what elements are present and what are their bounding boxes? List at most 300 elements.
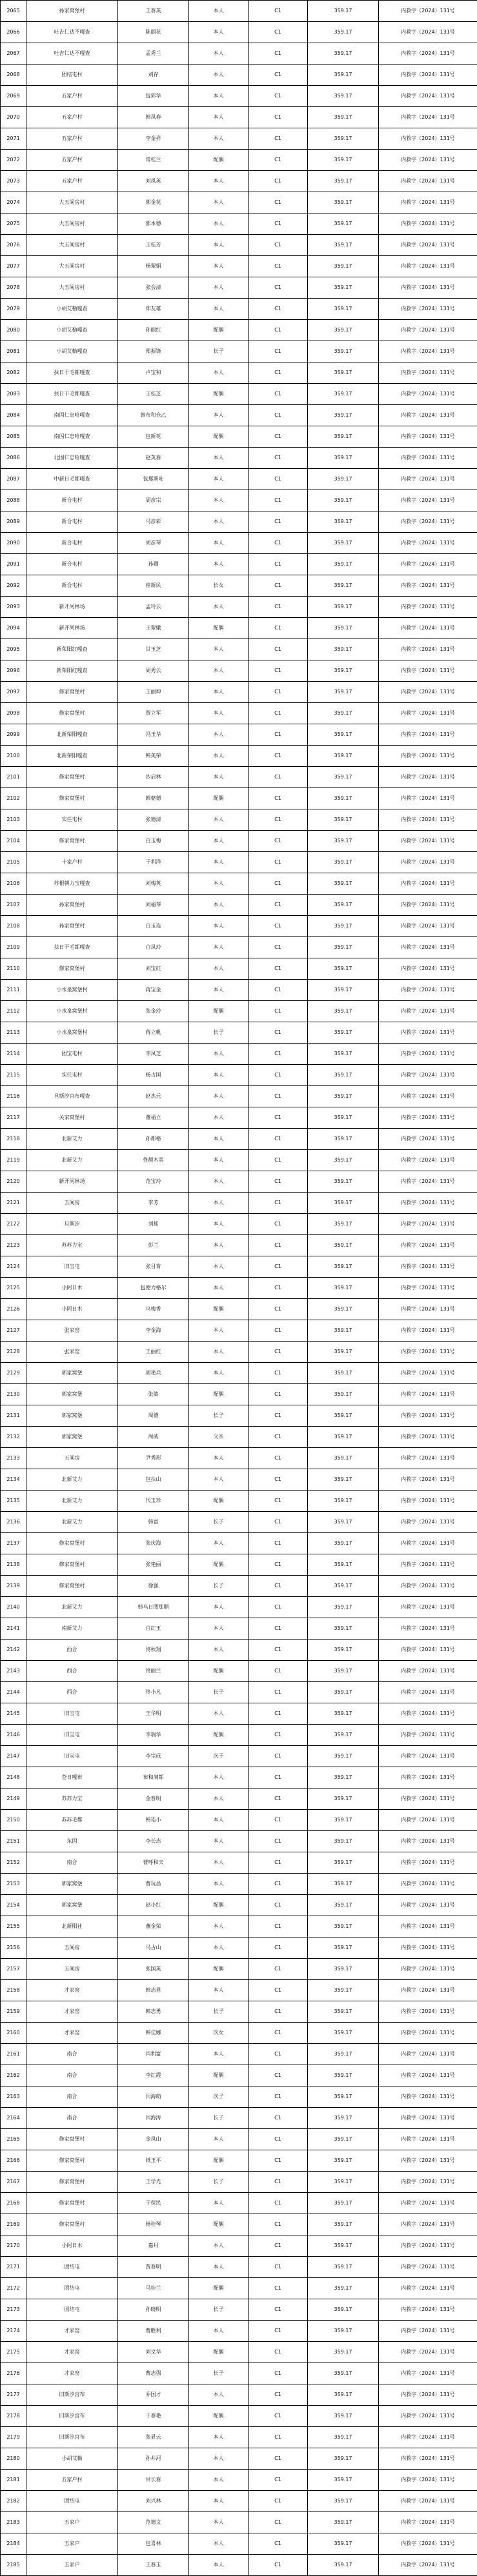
document-number-cell: 内救字（2024）131号 — [379, 1597, 477, 1618]
village-cell: 郭家窝堡 — [26, 1427, 118, 1448]
relation-cell: 配偶 — [189, 1554, 249, 1576]
category-cell: C1 — [249, 958, 308, 980]
row-number-cell: 2109 — [1, 937, 26, 958]
document-number-cell: 内救字（2024）131号 — [379, 384, 477, 405]
village-cell: 西合 — [26, 1640, 118, 1661]
document-number-cell: 内救字（2024）131号 — [379, 2129, 477, 2150]
relation-cell: 本人 — [189, 597, 249, 618]
amount-cell: 359.17 — [308, 150, 379, 171]
person-name-cell: 白玉梅 — [118, 831, 189, 852]
person-name-cell: 纸玉平 — [118, 2150, 189, 2172]
document-number-cell: 内救字（2024）131号 — [379, 1682, 477, 1703]
category-cell: C1 — [249, 724, 308, 746]
document-number-cell: 内救字（2024）131号 — [379, 1980, 477, 2001]
person-name-cell: 李红霞 — [118, 2065, 189, 2086]
document-number-cell: 内救字（2024）131号 — [379, 1363, 477, 1384]
amount-cell: 359.17 — [308, 448, 379, 469]
category-cell: C1 — [249, 1022, 308, 1044]
relation-cell: 长子 — [189, 2108, 249, 2129]
row-number-cell: 2185 — [1, 2555, 26, 2576]
amount-cell: 359.17 — [308, 128, 379, 150]
amount-cell: 359.17 — [308, 1618, 379, 1640]
document-number-cell: 内救字（2024）131号 — [379, 490, 477, 511]
village-cell: 苍日嘎布 — [26, 1767, 118, 1788]
document-number-cell: 内救字（2024）131号 — [379, 1214, 477, 1235]
roster-table-body — [1, 1, 477, 2576]
document-number-cell: 内救字（2024）131号 — [379, 1533, 477, 1554]
relation-cell: 本人 — [189, 235, 249, 256]
document-number-cell: 内救字（2024）131号 — [379, 2065, 477, 2086]
person-name-cell: 孟玲云 — [118, 597, 189, 618]
amount-cell: 359.17 — [308, 511, 379, 533]
category-cell: C1 — [249, 405, 308, 426]
table-row — [1, 703, 477, 724]
relation-cell: 本人 — [189, 1980, 249, 2001]
relation-cell: 本人 — [189, 1086, 249, 1107]
relation-cell: 本人 — [189, 554, 249, 575]
person-name-cell: 曹胜利 — [118, 2321, 189, 2342]
row-number-cell: 2162 — [1, 2065, 26, 2086]
document-number-cell: 内救字（2024）131号 — [379, 916, 477, 937]
table-row — [1, 2448, 477, 2470]
village-cell: 五间房 — [26, 1448, 118, 1469]
relation-cell: 本人 — [189, 2491, 249, 2512]
village-cell: 团宝屯村 — [26, 1044, 118, 1065]
row-number-cell: 2100 — [1, 746, 26, 767]
category-cell: C1 — [249, 2533, 308, 2555]
relation-cell: 本人 — [189, 511, 249, 533]
amount-cell: 359.17 — [308, 2278, 379, 2299]
category-cell: C1 — [249, 107, 308, 128]
person-name-cell: 孙晓明 — [118, 2299, 189, 2321]
table-row — [1, 341, 477, 362]
category-cell: C1 — [249, 1661, 308, 1682]
relation-cell: 本人 — [189, 2470, 249, 2491]
amount-cell: 359.17 — [308, 788, 379, 809]
row-number-cell: 2075 — [1, 213, 26, 235]
category-cell: C1 — [249, 895, 308, 916]
category-cell: C1 — [249, 2448, 308, 2470]
relation-cell: 配偶 — [189, 2406, 249, 2427]
category-cell: C1 — [249, 682, 308, 703]
document-number-cell: 内救字（2024）131号 — [379, 1235, 477, 1256]
document-number-cell: 内救字（2024）131号 — [379, 2342, 477, 2363]
document-number-cell: 内救字（2024）131号 — [379, 831, 477, 852]
category-cell: C1 — [249, 2512, 308, 2533]
relation-cell: 长子 — [189, 2299, 249, 2321]
amount-cell: 359.17 — [308, 809, 379, 831]
person-name-cell: 孙丽红 — [118, 320, 189, 341]
table-row — [1, 86, 477, 107]
document-number-cell: 内救字（2024）131号 — [379, 1746, 477, 1767]
row-number-cell: 2156 — [1, 1937, 26, 1959]
row-number-cell: 2175 — [1, 2342, 26, 2363]
table-row — [1, 1831, 477, 1852]
table-row — [1, 2086, 477, 2108]
amount-cell: 359.17 — [308, 916, 379, 937]
document-number-cell: 内救字（2024）131号 — [379, 1852, 477, 1874]
table-row — [1, 192, 477, 213]
village-cell: 团结屯 — [26, 2278, 118, 2299]
amount-cell: 359.17 — [308, 1278, 379, 1299]
category-cell: C1 — [249, 639, 308, 660]
village-cell: 团结屯 — [26, 2257, 118, 2278]
category-cell: C1 — [249, 1597, 308, 1618]
village-cell: 新合屯村 — [26, 554, 118, 575]
amount-cell: 359.17 — [308, 2086, 379, 2108]
category-cell: C1 — [249, 2555, 308, 2576]
row-number-cell: 2068 — [1, 64, 26, 86]
document-number-cell: 内救字（2024）131号 — [379, 511, 477, 533]
village-cell: 旦斯汐 — [26, 1214, 118, 1235]
row-number-cell: 2074 — [1, 192, 26, 213]
village-cell: 五家户村 — [26, 86, 118, 107]
person-name-cell: 王华明 — [118, 1703, 189, 1725]
village-cell: 孙家窝堡村 — [26, 916, 118, 937]
amount-cell: 359.17 — [308, 1576, 379, 1597]
amount-cell: 359.17 — [308, 554, 379, 575]
document-number-cell: 内救字（2024）131号 — [379, 1661, 477, 1682]
amount-cell: 359.17 — [308, 1831, 379, 1852]
relation-cell: 本人 — [189, 660, 249, 682]
amount-cell: 359.17 — [308, 2363, 379, 2384]
amount-cell: 359.17 — [308, 1405, 379, 1427]
relation-cell: 长子 — [189, 2172, 249, 2193]
person-name-cell: 李宗成 — [118, 1746, 189, 1767]
person-name-cell: 彭兰 — [118, 1235, 189, 1256]
row-number-cell: 2088 — [1, 490, 26, 511]
table-row — [1, 724, 477, 746]
amount-cell: 359.17 — [308, 2044, 379, 2065]
relation-cell: 本人 — [189, 277, 249, 299]
person-name-cell: 佟额木其 — [118, 1150, 189, 1171]
document-number-cell: 内救字（2024）131号 — [379, 1512, 477, 1533]
table-row — [1, 1405, 477, 1427]
village-cell: 旧宝屯 — [26, 1256, 118, 1278]
document-number-cell: 内救字（2024）131号 — [379, 235, 477, 256]
table-row — [1, 2129, 477, 2150]
village-cell: 大五间房村 — [26, 277, 118, 299]
person-name-cell: 闫海萌 — [118, 2086, 189, 2108]
amount-cell: 359.17 — [308, 1874, 379, 1895]
document-number-cell: 内救字（2024）131号 — [379, 1810, 477, 1831]
person-name-cell: 孙都格 — [118, 1129, 189, 1150]
relation-cell: 本人 — [189, 1831, 249, 1852]
relation-cell: 本人 — [189, 1256, 249, 1278]
amount-cell: 359.17 — [308, 107, 379, 128]
row-number-cell: 2099 — [1, 724, 26, 746]
row-number-cell: 2141 — [1, 1618, 26, 1640]
person-name-cell: 马桂兰 — [118, 2278, 189, 2299]
table-row — [1, 682, 477, 703]
amount-cell: 359.17 — [308, 341, 379, 362]
row-number-cell: 2076 — [1, 235, 26, 256]
document-number-cell: 内救字（2024）131号 — [379, 1384, 477, 1405]
village-cell: 修家窝堡村 — [26, 2129, 118, 2150]
person-name-cell: 杨桂琴 — [118, 2214, 189, 2235]
row-number-cell: 2129 — [1, 1363, 26, 1384]
amount-cell: 359.17 — [308, 1703, 379, 1725]
person-name-cell: 赵杰元 — [118, 1086, 189, 1107]
village-cell: 五家户村 — [26, 107, 118, 128]
category-cell: C1 — [249, 2491, 308, 2512]
category-cell: C1 — [249, 852, 308, 873]
row-number-cell: 2135 — [1, 1491, 26, 1512]
category-cell: C1 — [249, 1533, 308, 1554]
person-name-cell: 李瑞华 — [118, 1725, 189, 1746]
village-cell: 小阿日木 — [26, 2235, 118, 2257]
row-number-cell: 2105 — [1, 852, 26, 873]
amount-cell: 359.17 — [308, 1810, 379, 1831]
village-cell: 郭家窝堡 — [26, 1874, 118, 1895]
relation-cell: 本人 — [189, 1874, 249, 1895]
row-number-cell: 2152 — [1, 1852, 26, 1874]
amount-cell: 359.17 — [308, 1342, 379, 1363]
category-cell: C1 — [249, 2363, 308, 2384]
table-row — [1, 873, 477, 895]
category-cell: C1 — [249, 277, 308, 299]
table-row — [1, 2533, 477, 2555]
category-cell: C1 — [249, 341, 308, 362]
row-number-cell: 2181 — [1, 2470, 26, 2491]
document-number-cell: 内救字（2024）131号 — [379, 1129, 477, 1150]
category-cell: C1 — [249, 1767, 308, 1788]
amount-cell: 359.17 — [308, 895, 379, 916]
category-cell: C1 — [249, 916, 308, 937]
amount-cell: 359.17 — [308, 852, 379, 873]
table-row — [1, 2363, 477, 2384]
document-number-cell: 内救字（2024）131号 — [379, 2257, 477, 2278]
village-cell: 北新阳社 — [26, 1916, 118, 1937]
category-cell: C1 — [249, 384, 308, 405]
amount-cell: 359.17 — [308, 958, 379, 980]
village-cell: 西合 — [26, 1661, 118, 1682]
village-cell: 旧斯汐宫布 — [26, 2427, 118, 2448]
document-number-cell: 内救字（2024）131号 — [379, 597, 477, 618]
relation-cell: 长子 — [189, 1576, 249, 1597]
row-number-cell: 2117 — [1, 1107, 26, 1129]
row-number-cell: 2096 — [1, 660, 26, 682]
category-cell: C1 — [249, 2299, 308, 2321]
category-cell: C1 — [249, 1065, 308, 1086]
amount-cell: 359.17 — [308, 1512, 379, 1533]
row-number-cell: 2083 — [1, 384, 26, 405]
person-name-cell: 白红玉 — [118, 1618, 189, 1640]
relation-cell: 本人 — [189, 1107, 249, 1129]
person-name-cell: 包那斯吐 — [118, 469, 189, 490]
table-row — [1, 980, 477, 1001]
amount-cell: 359.17 — [308, 43, 379, 64]
relation-cell: 本人 — [189, 1278, 249, 1299]
village-cell: 修家窝堡村 — [26, 2214, 118, 2235]
village-cell: 修家窝堡村 — [26, 788, 118, 809]
document-number-cell: 内救字（2024）131号 — [379, 1427, 477, 1448]
document-number-cell: 内救字（2024）131号 — [379, 2086, 477, 2108]
amount-cell: 359.17 — [308, 2321, 379, 2342]
row-number-cell: 2132 — [1, 1427, 26, 1448]
amount-cell: 359.17 — [308, 2193, 379, 2214]
table-row — [1, 2491, 477, 2512]
relation-cell: 次子 — [189, 1746, 249, 1767]
person-name-cell: 崔新民 — [118, 575, 189, 597]
amount-cell: 359.17 — [308, 1086, 379, 1107]
village-cell: 南新艾力 — [26, 1618, 118, 1640]
document-number-cell: 内救字（2024）131号 — [379, 2555, 477, 2576]
row-number-cell: 2137 — [1, 1533, 26, 1554]
person-name-cell: 曹玩昌 — [118, 1874, 189, 1895]
relation-cell: 长女 — [189, 575, 249, 597]
row-number-cell: 2122 — [1, 1214, 26, 1235]
person-name-cell: 刘抓 — [118, 1214, 189, 1235]
table-row — [1, 1554, 477, 1576]
row-number-cell: 2173 — [1, 2299, 26, 2321]
amount-cell: 359.17 — [308, 490, 379, 511]
table-row — [1, 1193, 477, 1214]
table-row — [1, 2406, 477, 2427]
table-row — [1, 1, 477, 22]
amount-cell: 359.17 — [308, 660, 379, 682]
relation-cell: 配偶 — [189, 384, 249, 405]
village-cell: 郭家窝堡 — [26, 1363, 118, 1384]
row-number-cell: 2127 — [1, 1320, 26, 1342]
amount-cell: 359.17 — [308, 1384, 379, 1405]
category-cell: C1 — [249, 1299, 308, 1320]
table-row — [1, 1363, 477, 1384]
relation-cell: 配偶 — [189, 1491, 249, 1512]
relation-cell: 次女 — [189, 2023, 249, 2044]
person-name-cell: 韩富 — [118, 1512, 189, 1533]
relation-cell: 长子 — [189, 1022, 249, 1044]
village-cell: 才家窑 — [26, 1980, 118, 2001]
relation-cell: 本人 — [189, 213, 249, 235]
row-number-cell: 2097 — [1, 682, 26, 703]
amount-cell: 359.17 — [308, 2129, 379, 2150]
row-number-cell: 2090 — [1, 533, 26, 554]
category-cell: C1 — [249, 1001, 308, 1022]
document-number-cell: 内救字（2024）131号 — [379, 809, 477, 831]
person-name-cell: 郑振锋 — [118, 341, 189, 362]
category-cell: C1 — [249, 597, 308, 618]
person-name-cell: 于利洋 — [118, 852, 189, 873]
person-name-cell: 于春艳 — [118, 2406, 189, 2427]
table-row — [1, 171, 477, 192]
relation-cell: 本人 — [189, 1533, 249, 1554]
table-row — [1, 1640, 477, 1661]
village-cell: 小胡艾勒嘎查 — [26, 299, 118, 320]
amount-cell: 359.17 — [308, 1597, 379, 1618]
relation-cell: 本人 — [189, 1235, 249, 1256]
category-cell: C1 — [249, 2172, 308, 2193]
document-number-cell: 内救字（2024）131号 — [379, 277, 477, 299]
village-cell: 旧宝屯 — [26, 1725, 118, 1746]
category-cell: C1 — [249, 2193, 308, 2214]
amount-cell: 359.17 — [308, 2342, 379, 2363]
relation-cell: 配偶 — [189, 618, 249, 639]
row-number-cell: 2095 — [1, 639, 26, 660]
village-cell: 旧斯汐宫布 — [26, 2406, 118, 2427]
document-number-cell: 内救字（2024）131号 — [379, 1959, 477, 1980]
category-cell: C1 — [249, 533, 308, 554]
person-name-cell: 李芳 — [118, 1193, 189, 1214]
row-number-cell: 2155 — [1, 1916, 26, 1937]
village-cell: 五家户村 — [26, 150, 118, 171]
village-cell: 实任屯村 — [26, 1065, 118, 1086]
table-row — [1, 1810, 477, 1831]
document-number-cell: 内救字（2024）131号 — [379, 1576, 477, 1597]
relation-cell: 本人 — [189, 724, 249, 746]
document-number-cell: 内救字（2024）131号 — [379, 2363, 477, 2384]
relation-cell: 本人 — [189, 86, 249, 107]
person-name-cell: 杨占国 — [118, 1065, 189, 1086]
village-cell: 才家窑 — [26, 2342, 118, 2363]
amount-cell: 359.17 — [308, 2384, 379, 2406]
table-row — [1, 2172, 477, 2193]
row-number-cell: 2118 — [1, 1129, 26, 1150]
person-name-cell: 白玉连 — [118, 916, 189, 937]
document-number-cell: 内救字（2024）131号 — [379, 2299, 477, 2321]
document-number-cell: 内救字（2024）131号 — [379, 1895, 477, 1916]
document-number-cell: 内救字（2024）131号 — [379, 171, 477, 192]
person-name-cell: 赵英春 — [118, 448, 189, 469]
relation-cell: 本人 — [189, 2129, 249, 2150]
village-cell: 苏苏力宝 — [26, 1235, 118, 1256]
amount-cell: 359.17 — [308, 1256, 379, 1278]
person-name-cell: 蒋宝金 — [118, 980, 189, 1001]
village-cell: 大五间房村 — [26, 235, 118, 256]
amount-cell: 359.17 — [308, 277, 379, 299]
table-row — [1, 746, 477, 767]
category-cell: C1 — [249, 937, 308, 958]
category-cell: C1 — [249, 1554, 308, 1576]
relation-cell: 本人 — [189, 639, 249, 660]
village-cell: 小阿日木 — [26, 1278, 118, 1299]
amount-cell: 359.17 — [308, 873, 379, 895]
document-number-cell: 内救字（2024）131号 — [379, 788, 477, 809]
person-name-cell: 韩志勇 — [118, 2001, 189, 2023]
row-number-cell: 2126 — [1, 1299, 26, 1320]
village-cell: 孙家窝堡村 — [26, 1, 118, 22]
person-name-cell: 马占山 — [118, 1937, 189, 1959]
row-number-cell: 2082 — [1, 362, 26, 384]
relation-cell: 本人 — [189, 192, 249, 213]
amount-cell: 359.17 — [308, 2108, 379, 2129]
village-cell: 小胡艾勒 — [26, 2448, 118, 2470]
document-number-cell: 内救字（2024）131号 — [379, 341, 477, 362]
relation-cell: 配偶 — [189, 2150, 249, 2172]
person-name-cell: 韩佳娜 — [118, 2023, 189, 2044]
amount-cell: 359.17 — [308, 1001, 379, 1022]
category-cell: C1 — [249, 980, 308, 1001]
table-row — [1, 426, 477, 448]
person-name-cell: 包新花 — [118, 426, 189, 448]
category-cell: C1 — [249, 1150, 308, 1171]
person-name-cell: 刘福琴 — [118, 895, 189, 916]
amount-cell: 359.17 — [308, 2065, 379, 2086]
document-number-cell: 内救字（2024）131号 — [379, 1299, 477, 1320]
amount-cell: 359.17 — [308, 980, 379, 1001]
document-number-cell: 内救字（2024）131号 — [379, 1342, 477, 1363]
table-row — [1, 1214, 477, 1235]
amount-cell: 359.17 — [308, 2235, 379, 2257]
village-cell: 五间房 — [26, 1937, 118, 1959]
amount-cell: 359.17 — [308, 1682, 379, 1703]
relation-cell: 次子 — [189, 2086, 249, 2108]
table-row — [1, 2065, 477, 2086]
category-cell: C1 — [249, 873, 308, 895]
category-cell: C1 — [249, 2427, 308, 2448]
village-cell: 团结屯 — [26, 2491, 118, 2512]
amount-cell: 359.17 — [308, 1895, 379, 1916]
